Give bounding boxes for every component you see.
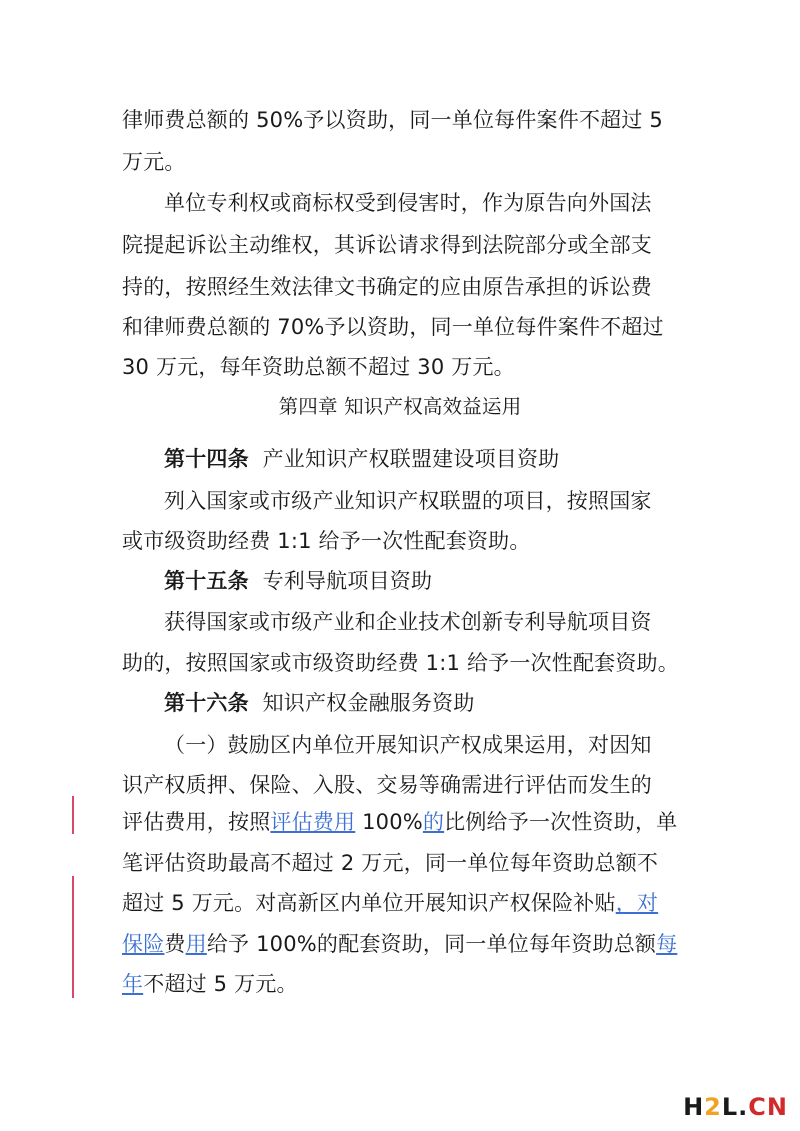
para1-line1: 律师费总额的 50%予以资助，同一单位每件案件不超过 5 (122, 108, 663, 132)
chapter-title: 第四章 知识产权高效益运用 (278, 395, 522, 418)
para2-line5: 30 万元，每年资助总额不超过 30 万元。 (122, 355, 515, 379)
para2-line1: 单位专利权或商标权受到侵害时，作为原告向外国法 (164, 191, 652, 215)
change-bar-2 (72, 876, 74, 998)
watermark-h: H (683, 1093, 705, 1121)
text-segment: 评估费用，按照 (122, 810, 271, 834)
article16-line4: 笔评估资助最高不超过 2 万元，同一单位每年资助总额不 (122, 851, 659, 875)
article16-line6 (122, 930, 682, 958)
article14-line1: 列入国家或市级产业知识产权联盟的项目，按照国家 (164, 489, 652, 513)
article16-line5 (122, 889, 682, 917)
article14-heading (164, 445, 682, 473)
watermark-2: 2 (704, 1093, 722, 1121)
article16-line3 (122, 808, 682, 836)
para2-line2: 院提起诉讼主动维权，其诉讼请求得到法院部分或全部支 (122, 233, 652, 257)
text-segment: 给予 100%的配套资助，同一单位每年资助总额 (206, 932, 657, 956)
article14-title: 产业知识产权联盟建设项目资助 (262, 447, 560, 471)
article16-heading (164, 689, 682, 717)
article15-label: 第十五条 (164, 569, 249, 593)
text-segment: 费 (164, 932, 186, 956)
article14-label: 第十四条 (164, 447, 249, 471)
article16-line2: 识产权质押、保险、入股、交易等确需进行评估而发生的 (122, 773, 652, 797)
watermark-l: L (721, 1093, 739, 1121)
change-bar-1 (72, 796, 74, 834)
para2-line4: 和律师费总额的 70%予以资助，同一单位每件案件不超过 (122, 315, 664, 339)
revision-insert: 用 (185, 932, 207, 956)
revision-insert: ，对 (615, 891, 659, 915)
revision-insert: 年 (122, 972, 144, 996)
watermark-dot: . (738, 1093, 749, 1121)
revision-insert: 保险 (122, 932, 165, 956)
text-segment: 超过 5 万元。对高新区内单位开展知识产权保险补贴 (122, 891, 616, 915)
article15-heading (164, 567, 682, 595)
article16-label: 第十六条 (164, 691, 249, 715)
article14-line2: 或市级资助经费 1:1 给予一次性配套资助。 (122, 529, 531, 553)
watermark-cn: CN (748, 1093, 788, 1121)
para2-line3: 持的，按照经生效法律文书确定的应由原告承担的诉讼费 (122, 275, 652, 299)
site-watermark-logo (683, 1093, 788, 1121)
article16-title: 知识产权金融服务资助 (262, 691, 475, 715)
article15-line1: 获得国家或市级产业和企业技术创新专利导航项目资 (164, 610, 652, 634)
para1-line2: 万元。 (122, 150, 186, 174)
revision-insert: 每 (656, 932, 678, 956)
article16-line1: （一）鼓励区内单位开展知识产权成果运用，对因知 (164, 733, 652, 757)
text-segment: 不超过 5 万元。 (143, 972, 298, 996)
revision-insert: 评估费用 (270, 810, 356, 834)
article16-line7 (122, 970, 682, 998)
revision-insert: 的 (422, 810, 445, 834)
article15-title: 专利导航项目资助 (262, 569, 433, 593)
text-segment: 100% (355, 810, 423, 834)
text-segment: 比例给予一次性资助，单 (444, 810, 678, 834)
article15-line2: 助的，按照国家或市级资助经费 1:1 给予一次性配套资助。 (122, 651, 679, 675)
